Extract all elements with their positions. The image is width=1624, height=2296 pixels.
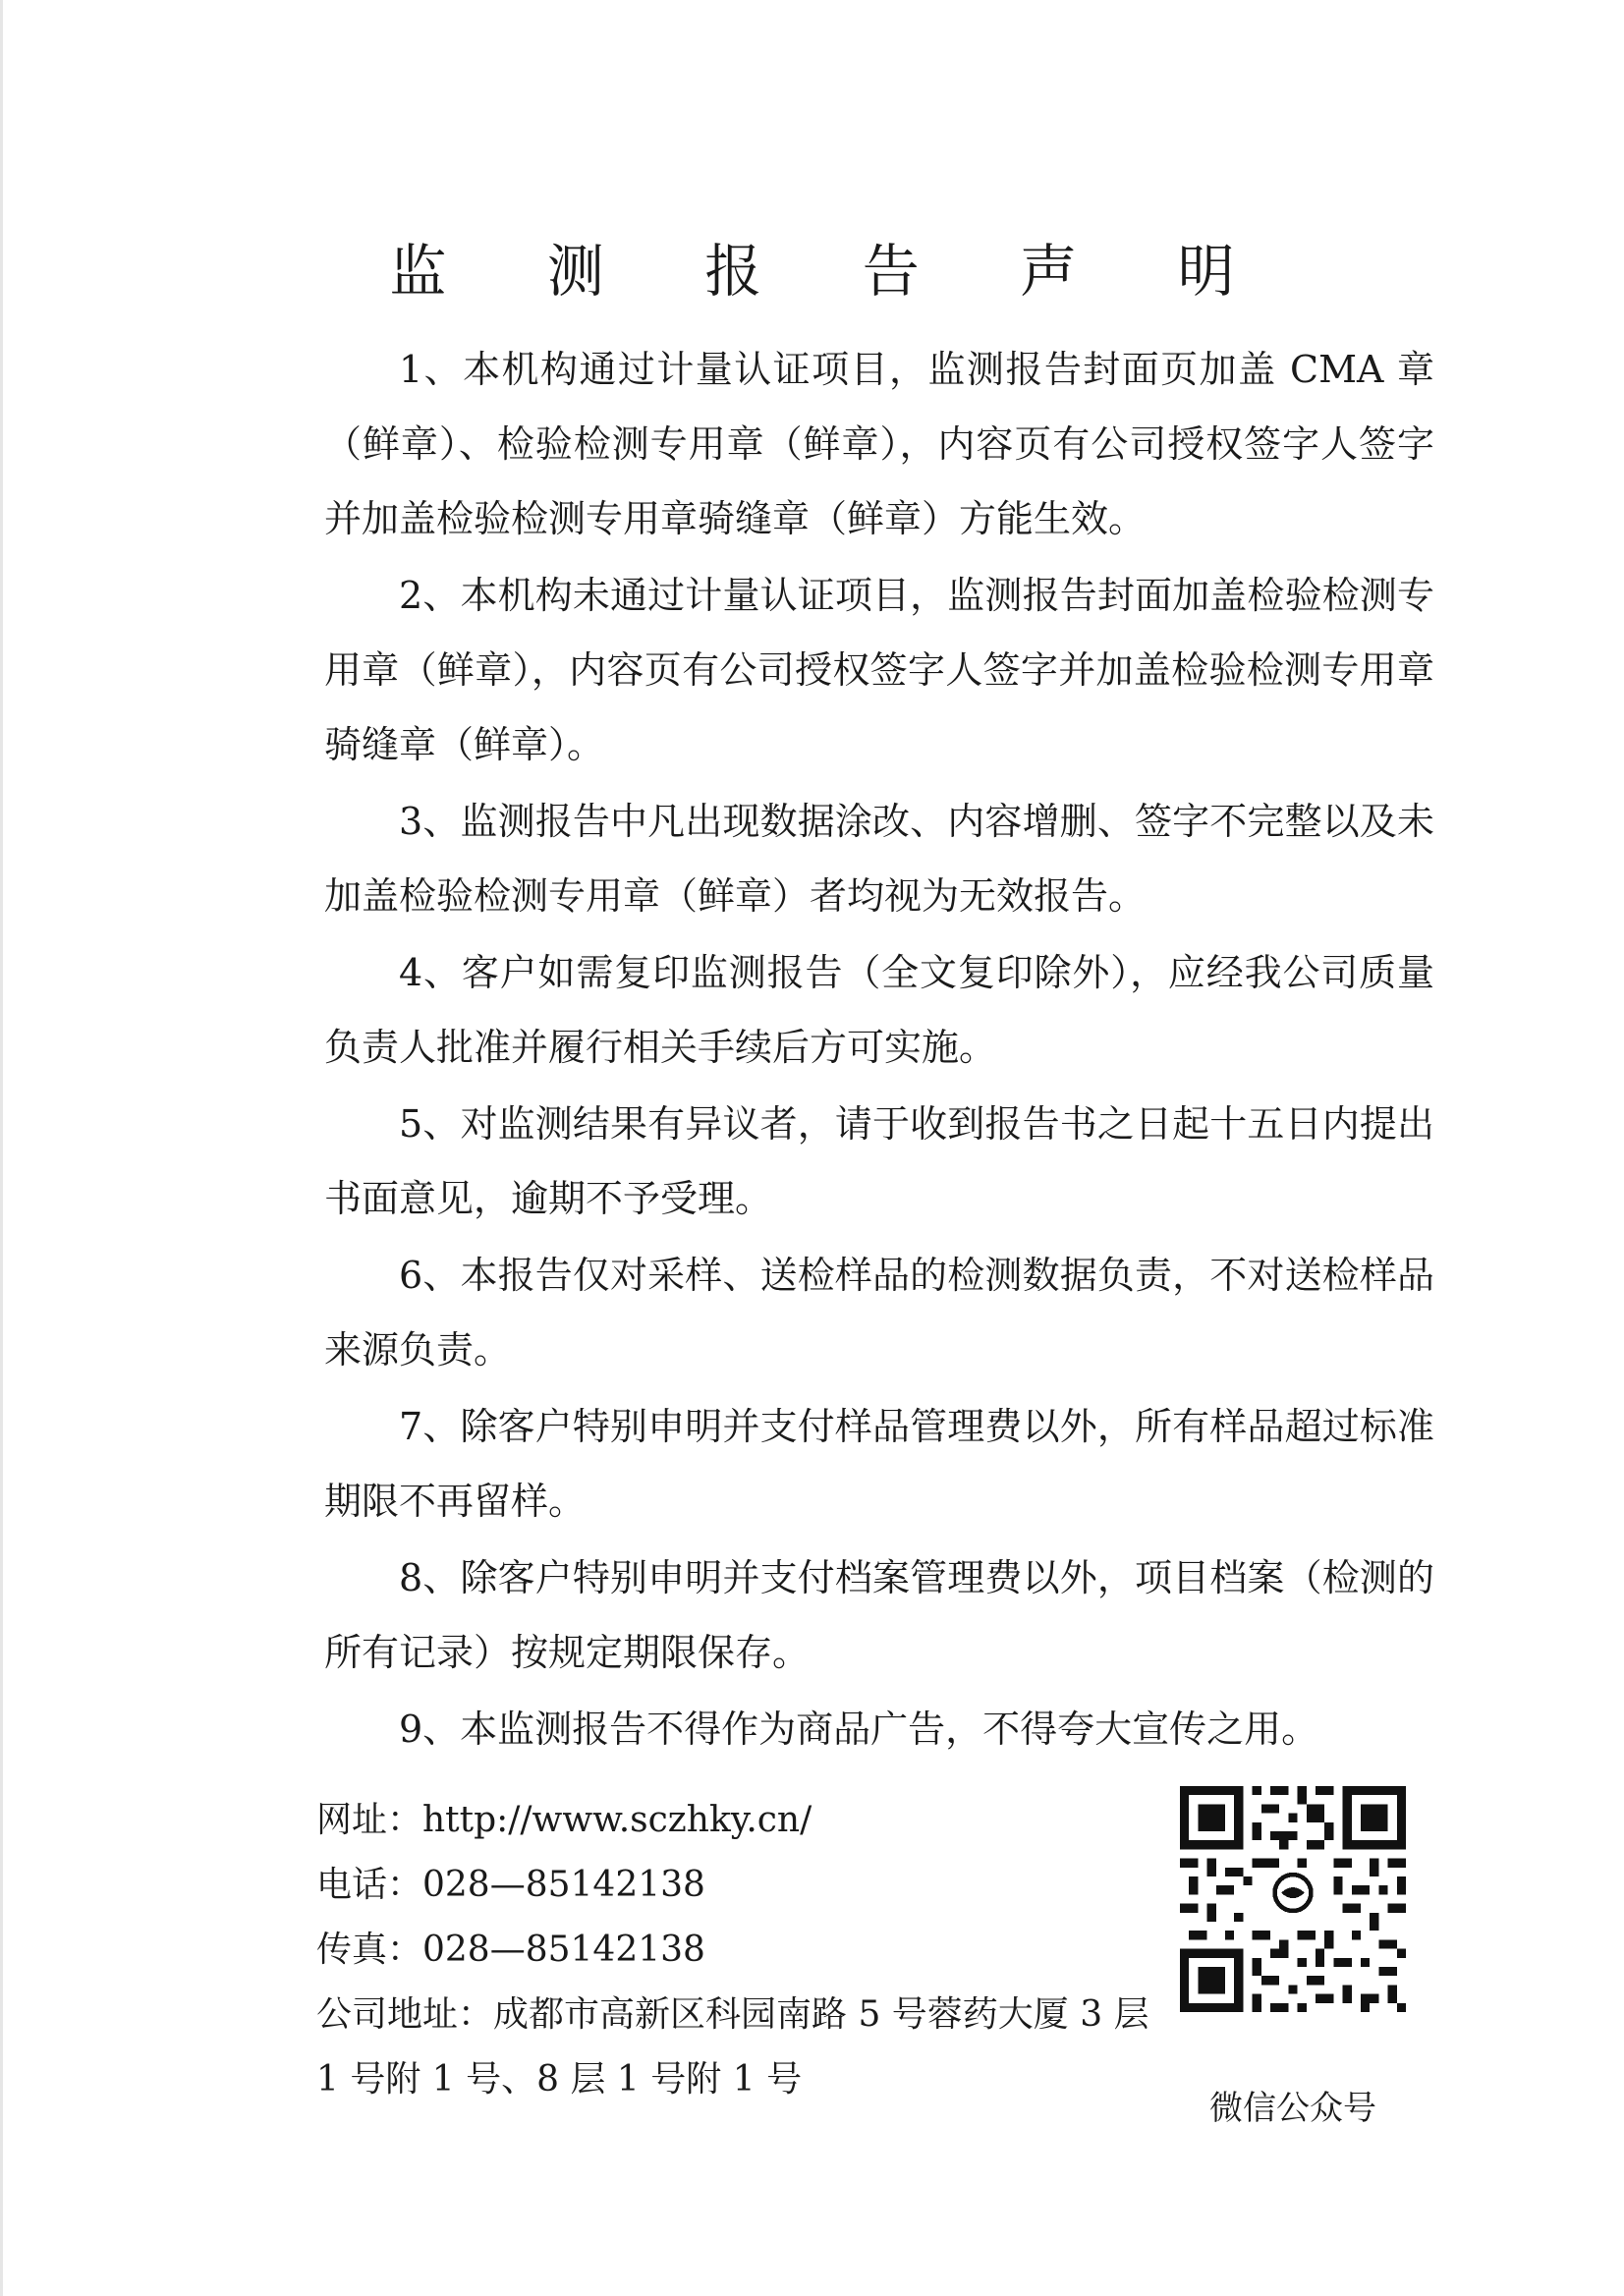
- clause-item: 1、本机构通过计量认证项目，监测报告封面页加盖 CMA 章（鲜章）、检验检测专用章（鲜章），内容页有公司授权签字人签字并加盖检验检测专用章骑缝章（鲜章）方能生效。: [324, 348, 1434, 540]
- clause-item: 3、监测报告中凡出现数据涂改、内容增删、签字不完整以及未加盖检验检测专用章（鲜章）者均视为无效报告。: [324, 800, 1434, 918]
- website-line[interactable]: 网址：http://www.sczhky.cn/: [316, 1800, 812, 1840]
- clause-item: 8、除客户特别申明并支付档案管理费以外，项目档案（检测的所有记录）按规定期限保存。: [324, 1556, 1434, 1674]
- clause-item: 4、客户如需复印监测报告（全文复印除外），应经我公司质量负责人批准并履行相关手续后方可实施。: [324, 951, 1434, 1069]
- wechat-qr-block: [1175, 1786, 1411, 2129]
- clause-list: [324, 332, 1434, 1768]
- clause-item: 9、本监测报告不得作为商品广告，不得夸大宣传之用。: [399, 1708, 1319, 1751]
- clause-item: 7、除客户特别申明并支付样品管理费以外，所有样品超过标准期限不再留样。: [324, 1405, 1434, 1523]
- qr-caption: 微信公众号: [1209, 2089, 1376, 2128]
- qr-code-icon: [1180, 1786, 1406, 2012]
- phone-line: 电话：028—85142138: [316, 1865, 705, 1905]
- contact-block: [316, 1788, 1171, 2112]
- page-title: 监 测 报 告 声 明: [389, 237, 1276, 305]
- scan-edge-line: [0, 0, 3, 2296]
- fax-line: 传真：028—85142138: [316, 1930, 705, 1970]
- clause-item: 2、本机构未通过计量认证项目，监测报告封面加盖检验检测专用章（鲜章），内容页有公司授权签字人签字并加盖检验检测专用章骑缝章（鲜章）。: [324, 574, 1434, 766]
- address-line: 公司地址：成都市高新区科园南路 5 号蓉药大厦 3 层 1 号附 1 号、8 层 1 号附 1 号: [316, 1994, 1149, 2100]
- clause-item: 6、本报告仅对采样、送检样品的检测数据负责，不对送检样品来源负责。: [324, 1254, 1434, 1372]
- clause-item: 5、对监测结果有异议者，请于收到报告书之日起十五日内提出书面意见，逾期不予受理。: [324, 1102, 1434, 1220]
